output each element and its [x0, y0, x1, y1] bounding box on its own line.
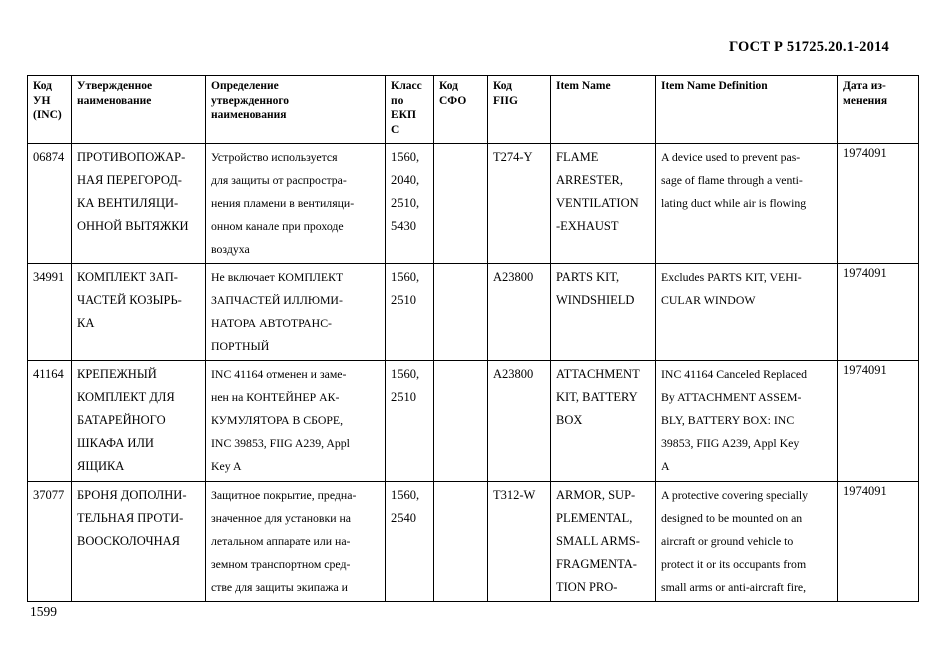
cell-fiig: T274-Y — [488, 144, 551, 264]
header-sfo-code: Код СФО — [434, 76, 488, 144]
cell-approved-name: КРЕПЕЖНЫЙ КОМПЛЕКТ ДЛЯ БАТАРЕЙНОГО ШКАФА ИЛИ ЯЩИКА — [72, 361, 206, 482]
table-row — [28, 361, 919, 482]
cell-definition: Устройство используется для защиты от распростра- нения пламени в вентиляци- онном канале при проходе воздуха — [206, 144, 386, 264]
cell-change-date: 1974091 — [838, 361, 919, 482]
cell-change-date: 1974091 — [838, 144, 919, 264]
cell-inc: 34991 — [28, 264, 72, 361]
header-item-name-definition: Item Name Definition — [656, 76, 838, 144]
cell-change-date: 1974091 — [838, 482, 919, 602]
cell-item-name: ATTACHMENT KIT, BATTERY BOX — [551, 361, 656, 482]
header-approved-name-definition: Определение утвержденного наименования — [206, 76, 386, 144]
cell-approved-name: КОМПЛЕКТ ЗАП- ЧАСТЕЙ КОЗЫРЬ- КА — [72, 264, 206, 361]
document-standard-code: ГОСТ Р 51725.20.1-2014 — [728, 39, 889, 55]
cell-class: 1560, 2540 — [386, 482, 434, 602]
table-row — [28, 482, 919, 602]
cell-inc: 41164 — [28, 361, 72, 482]
header-approved-name: Утвержденное наименование — [72, 76, 206, 144]
cell-fiig: A23800 — [488, 264, 551, 361]
cell-sfo — [434, 144, 488, 264]
cell-item-name: PARTS KIT, WINDSHIELD — [551, 264, 656, 361]
page-number: 1599 — [30, 604, 57, 619]
cell-definition: INC 41164 отменен и заме- нен на КОНТЕЙНЕР АК- КУМУЛЯТОРА В СБОРЕ, INC 39853, FIIG A239, Appl Key A — [206, 361, 386, 482]
cell-change-date: 1974091 — [838, 264, 919, 361]
cell-inc: 37077 — [28, 482, 72, 602]
table-header-row — [28, 76, 919, 144]
cell-fiig: T312-W — [488, 482, 551, 602]
cell-item-definition: A protective covering specially designed to be mounted on an aircraft or ground vehicle to protect it or its occupants from small arms or anti-aircraft fire, — [656, 482, 838, 602]
catalog-table — [27, 75, 919, 602]
cell-approved-name: ПРОТИВОПОЖАР- НАЯ ПЕРЕГОРОД- КА ВЕНТИЛЯЦИ- ОННОЙ ВЫТЯЖКИ — [72, 144, 206, 264]
table-row — [28, 264, 919, 361]
cell-class: 1560, 2510 — [386, 264, 434, 361]
cell-fiig: A23800 — [488, 361, 551, 482]
cell-definition: Не включает КОМПЛЕКТ ЗАПЧАСТЕЙ ИЛЛЮМИ- НАТОРА АВТОТРАНС- ПОРТНЫЙ — [206, 264, 386, 361]
header-item-name: Item Name — [551, 76, 656, 144]
header-inc: Код УН (INC) — [28, 76, 72, 144]
cell-sfo — [434, 361, 488, 482]
cell-item-name: FLAME ARRESTER, VENTILATION -EXHAUST — [551, 144, 656, 264]
cell-sfo — [434, 264, 488, 361]
header-class: Класс по ЕКП С — [386, 76, 434, 144]
cell-class: 1560, 2510 — [386, 361, 434, 482]
cell-item-definition: Excludes PARTS KIT, VEHI- CULAR WINDOW — [656, 264, 838, 361]
cell-class: 1560, 2040, 2510, 5430 — [386, 144, 434, 264]
cell-sfo — [434, 482, 488, 602]
cell-approved-name: БРОНЯ ДОПОЛНИ- ТЕЛЬНАЯ ПРОТИ- ВООСКОЛОЧНАЯ — [72, 482, 206, 602]
cell-item-definition: INC 41164 Canceled Replaced By ATTACHMENT ASSEM- BLY, BATTERY BOX: INC 39853, FIIG A239, Appl Key A — [656, 361, 838, 482]
header-change-date: Дата из- менения — [838, 76, 919, 144]
cell-item-definition: A device used to prevent pas- sage of flame through a venti- lating duct while air is flowing — [656, 144, 838, 264]
header-fiig-code: Код FIIG — [488, 76, 551, 144]
cell-item-name: ARMOR, SUP- PLEMENTAL, SMALL ARMS- FRAGMENTA- TION PRO- — [551, 482, 656, 602]
table-row — [28, 144, 919, 264]
cell-inc: 06874 — [28, 144, 72, 264]
cell-definition: Защитное покрытие, предна- значенное для установки на летальном аппарате или на- земном транспортном сред- стве для защиты экипажа и — [206, 482, 386, 602]
